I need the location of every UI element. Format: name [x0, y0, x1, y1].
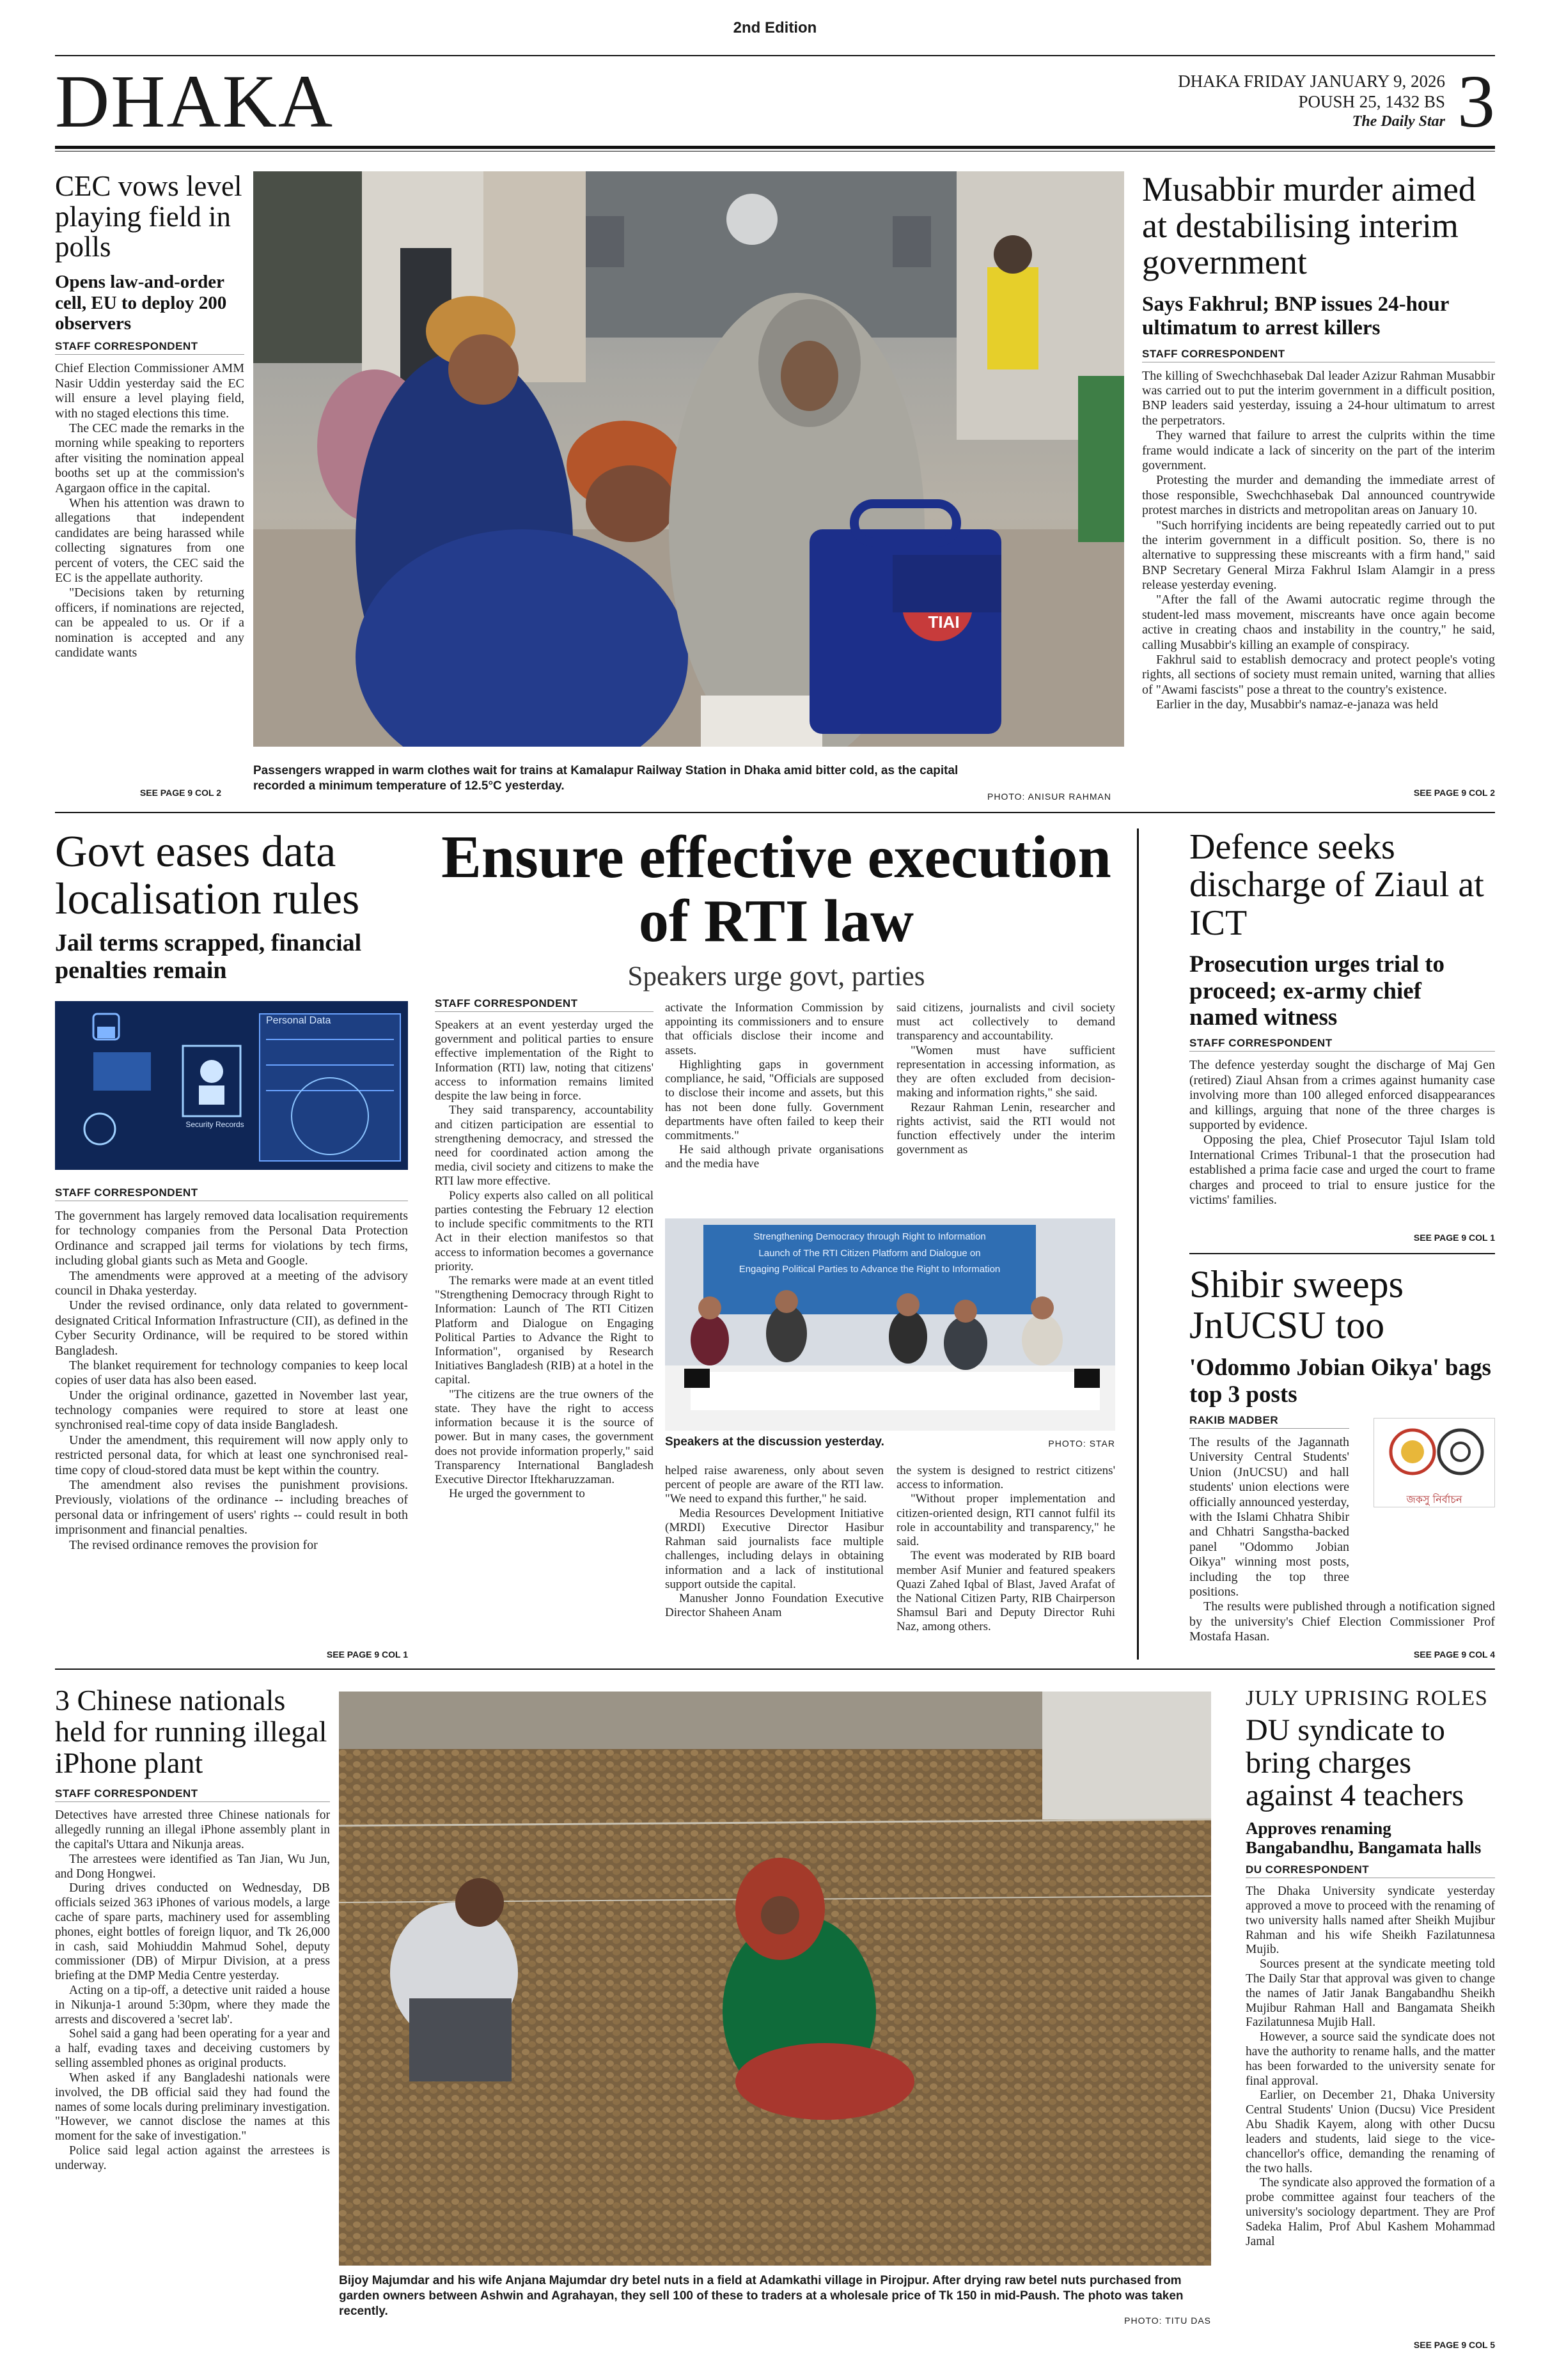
govt-para: Under the amendment, this requirement will now apply only to restricted personal data, for which at least one synchronised real-time copy of cloud-stored data must be kept within the country.	[55, 1433, 408, 1477]
rti-para: "Women must have sufficient representation in accessing information, as they are often excluded from decision-making and information rights," she said.	[896, 1043, 1115, 1100]
cec-para: Chief Election Commissioner AMM Nasir Uddin yesterday said the EC will ensure a level playing field, with no staged elections this time.	[55, 361, 244, 421]
govt-para: The amendment also revises the punishment provisions. Previously, violations of the ordinance -- including breaches of personal data or infringement of users' rights -- could result in both imprisonment and financial penalties.	[55, 1478, 408, 1537]
rti-photo-caption: Speakers at the discussion yesterday.	[665, 1435, 884, 1449]
shibir-byline: RAKIB MADBER	[1189, 1414, 1349, 1429]
govt-subhead: Jail terms scrapped, financial penalties remain	[55, 929, 362, 984]
masthead-bottom-rule	[55, 146, 1495, 149]
top-photo	[253, 171, 1124, 747]
govt-para: The revised ordinance removes the provision for	[69, 1537, 318, 1552]
paper-logo: The Daily Star	[1352, 113, 1445, 130]
image-personal-data-label: Personal Data	[266, 1015, 331, 1026]
top-photo-credit: PHOTO: ANISUR RAHMAN	[987, 791, 1111, 802]
rti-para: said citizens, journalists and civil society must act collectively to demand transparency and accountability.	[896, 1001, 1115, 1043]
govt-article	[55, 1186, 408, 1647]
cec-article	[55, 171, 244, 811]
top-photo-caption: Passengers wrapped in warm clothes wait for trains at Kamalapur Railway Station in Dhaka amid bitter cold, as the capital recorded a minimum temperature of 12.5°C yesterday.	[253, 764, 959, 793]
cec-para: When his attention was drawn to allegations that independent candidates are being harassed while collecting signatures from one percent of voters, the CEC said the EC is the appellate authority.	[55, 495, 244, 585]
govt-headline-block	[55, 828, 408, 995]
university-seal-icon	[1374, 1419, 1495, 1489]
govt-headline: Govt eases data localisation rules	[55, 828, 360, 924]
rti-headline: Ensure effective execution of RTI law	[441, 826, 1111, 954]
rti-para: the system is designed to restrict citizens' access to information.	[896, 1464, 1115, 1492]
defence-para: The defence yesterday sought the discharge of Maj Gen (retired) Ziaul Ahsan from a crimes against humanity case involving more than 100 alleged enforced disappearances and killings, arguing that none of the three charges is supported by evidence.	[1189, 1058, 1495, 1132]
rti-col-3-top	[896, 1001, 1115, 1212]
chinese-para: Police said legal action against the arrestees is underway.	[55, 2143, 330, 2172]
musabbir-see-page: SEE PAGE 9 COL 2	[1413, 788, 1495, 798]
bottom-photo-caption: Bijoy Majumdar and his wife Anjana Majumdar dry betel nuts in a field at Adamkathi village in Pirojpur. After drying raw betel nuts purchased from garden owners between Ashwin and Agrahayan, they sell 100 of these to traders at a wholesale price of Tk 150 in mid-Paush. The photo was taken recently.	[339, 2274, 1184, 2318]
musabbir-body	[1142, 369, 1495, 713]
shibir-subhead: 'Odommo Jobian Oikya' bags top 3 posts	[1189, 1355, 1491, 1408]
shibir-para: The results were published through a notification signed by the university's Chief Election Commissioner Prof Mostafa Hasan.	[1189, 1599, 1495, 1644]
musabbir-para: Protesting the murder and demanding the immediate arrest of those responsible, Swechchhasebak Dal announced countrywide protest marches in districts and metropolitan areas on January 10.	[1142, 473, 1495, 518]
image-security-label: Security Records	[185, 1120, 244, 1129]
shibir-headline: Shibir sweeps JnUCSU too	[1189, 1264, 1404, 1346]
bangla-date: POUSH 25, 1432 BS	[1298, 91, 1445, 111]
musabbir-byline: STAFF CORRESPONDENT	[1142, 348, 1495, 362]
cec-body	[55, 361, 244, 660]
chinese-body	[55, 1808, 330, 2173]
masthead-top-rule	[55, 55, 1495, 56]
rti-photo-credit: PHOTO: STAR	[1048, 1438, 1115, 1449]
musabbir-headline: Musabbir murder aimed at destabilising interim government	[1142, 171, 1476, 282]
section-title: DHAKA	[55, 64, 334, 143]
rti-para: He said although private organisations and the media have	[665, 1143, 884, 1171]
defence-byline: STAFF CORRESPONDENT	[1189, 1037, 1495, 1052]
betel-nut-drying-scene	[339, 1692, 1211, 2266]
rti-para: Media Resources Development Initiative (MRDI) Executive Director Hasibur Rahman said journalists face multiple challenges, including delays in obtaining information and a lack of institutional support outside the capital.	[665, 1506, 884, 1591]
rti-para: helped raise awareness, only about seven percent of people are aware of the RTI law. "We need to expand this further," he said.	[665, 1464, 884, 1506]
govt-para: The amendments were approved at a meeting of the advisory council in Dhaka yesterday.	[55, 1268, 408, 1298]
chinese-headline: 3 Chinese nationals held for running illegal iPhone plant	[55, 1685, 327, 1779]
chinese-para: Detectives have arrested three Chinese nationals for allegedly running an illegal iPhone assembly plant in the capital's Uttara and Nikunja areas.	[55, 1808, 330, 1851]
bottom-photo-credit: PHOTO: TITU DAS	[1124, 2315, 1211, 2326]
rti-col1-body	[435, 1018, 654, 1501]
chinese-para: During drives conducted on Wednesday, DB officials seized 363 iPhones of various models, a large cache of spare parts, machinery used for assembling phones, eight bottles of foreign liquor, and Tk 26,000 in cash, said Mohiuddin Mahmud Sohel, deputy commissioner (DB) of Mirpur Division, at a press briefing at the DMP Media Centre yesterday.	[55, 1881, 330, 1983]
defence-article	[1189, 828, 1495, 1250]
jnucsu-logo-text: জকসু নির্বাচন	[1406, 1493, 1462, 1505]
cec-byline: STAFF CORRESPONDENT	[55, 340, 244, 355]
musabbir-para: The killing of Swechchhasebak Dal leader Azizur Rahman Musabbir was carried out to put the interim government in a difficult position, BNP leaders said yesterday, issuing a 24-hour ultimatum to arrest the perpetrators.	[1142, 368, 1495, 428]
cec-see-page: SEE PAGE 9 COL 2	[139, 788, 221, 798]
du-para: The syndicate also approved the formation of a probe committee against four teachers of the university's sociology department. They are Prof Sadeka Halim, Prof Abul Kashem Mohammad Jamal	[1246, 2176, 1495, 2248]
bottom-photo	[339, 1692, 1211, 2266]
rti-para: The remarks were made at an event titled "Strengthening Democracy through Right to Information: Launch of The RTI Citizen Platform and Dialogue on Engaging Political Parties to Advance the Right to Information", organised by Research Initiatives Bangladesh (RIB) at a hotel in the capital.	[435, 1273, 654, 1387]
chinese-para: The arrestees were identified as Tan Jian, Wu Jun, and Dong Hongwei.	[55, 1852, 330, 1881]
du-subhead: Approves renaming Bangabandhu, Bangamata halls	[1246, 1818, 1482, 1857]
railway-station-scene	[253, 171, 1124, 747]
chinese-para: Acting on a tip-off, a detective unit raided a house in Nikunja-1 around 5:30pm, where they made the arrests and discovered a 'secret lab'.	[55, 1984, 330, 2026]
musabbir-para: Earlier in the day, Musabbir's namaz-e-janaza was held	[1156, 697, 1439, 712]
rti-para: The event was moderated by RIB board member Asif Munier and featured speakers Quazi Zahed Iqbal of Blast, Javed Arafat of the National Citizen Party, RIB Chairperson Shamsul Bari and Deputy Director Ruhi Naz, among others.	[896, 1549, 1115, 1634]
rti-para: They said transparency, accountability and citizen participation are essential to strengthening democracy, and stressed the need for coordinated action among the media, civil society and citizens to make the RTI law more effective.	[435, 1103, 654, 1188]
rti-para: Highlighting gaps in government compliance, he said, "Officials are supposed to disclose their income and assets, but this has not been done fully. Government departments have often failed to keep their commitments."	[665, 1057, 884, 1142]
cec-para: "Decisions taken by returning officers, if nominations are rejected, can be appealed to us. Or if a nomination is accepted and any candidate wants	[55, 586, 244, 660]
du-body	[1246, 1885, 1495, 2249]
section-divider	[55, 812, 1495, 813]
photo-banner-line: Strengthening Democracy through Right to Information	[753, 1231, 986, 1242]
photo-banner-line: Launch of The RTI Citizen Platform and Dialogue on	[758, 1247, 981, 1259]
defence-bottom-rule	[1189, 1253, 1495, 1254]
govt-para: The blanket requirement for technology companies to keep local copies of user data has also been eased.	[55, 1358, 408, 1388]
rti-byline: STAFF CORRESPONDENT	[435, 997, 654, 1012]
du-kicker: JULY UPRISING ROLES	[1246, 1686, 1488, 1710]
bag-logo-text: TIAI	[928, 612, 960, 632]
rti-col-1	[435, 997, 654, 1662]
cec-headline: CEC vows level playing field in polls	[55, 171, 242, 263]
govt-para: The government has largely removed data localisation requirements for technology companies from the Personal Data Protection Ordinance and scrapped jail terms for violations by tech firms, including global giants such as Meta and Google.	[55, 1209, 408, 1268]
rti-headline-block	[435, 826, 1118, 992]
masthead-bottom-rule-thin	[55, 151, 1495, 152]
du-para: The Dhaka University syndicate yesterday approved a move to proceed with the renaming of two university halls named after Sheikh Mujibur Rahman and his wife Sheikh Fazilatunnesa Mujib.	[1246, 1885, 1495, 1957]
govt-byline: STAFF CORRESPONDENT	[55, 1186, 408, 1201]
du-para: Sources present at the syndicate meeting told The Daily Star that approval was given to change the names of Jatir Janak Bangabandhu Sheikh Mujibur Rahman Hall and Bangamata Sheikh Fazilatunnesa Mujib Hall.	[1246, 1957, 1495, 2030]
date-text: DHAKA FRIDAY JANUARY 9, 2026	[1178, 72, 1445, 91]
data-protection-image	[55, 1001, 408, 1170]
rti-para: "Without proper implementation and citizen-oriented design, RTI cannot fulfil its role in accountability and transparency," he said.	[896, 1492, 1115, 1549]
du-see-page: SEE PAGE 9 COL 5	[1413, 2340, 1495, 2350]
govt-see-page: SEE PAGE 9 COL 1	[326, 1649, 408, 1660]
cec-para: The CEC made the remarks in the morning while speaking to reporters after visiting the nomination appeal booths set up at the commission's Agargaon office in the capital.	[55, 421, 244, 495]
du-para: Earlier, on December 21, Dhaka University Central Students' Union (Ducsu) Vice President Abu Shadik Kayem, along with other Ducsu leaders and students, laid siege to the vice-chancellor's office, demanding the renaming of the two halls.	[1246, 2088, 1495, 2175]
photo-banner-line: Engaging Political Parties to Advance the Right to Information	[739, 1264, 1001, 1275]
chinese-byline: STAFF CORRESPONDENT	[55, 1787, 330, 1802]
rti-subhead: Speakers urge govt, parties	[627, 961, 925, 992]
chinese-article	[55, 1685, 330, 2380]
musabbir-subhead: Says Fakhrul; BNP issues 24-hour ultimatum to arrest killers	[1142, 292, 1449, 339]
rti-para: "The citizens are the true owners of the state. They have the right to access information because it is the source of power. But in many cases, the government does not provide information properly," said Transparency International Bangladesh Executive Director Iftekharuzzaman.	[435, 1387, 654, 1486]
du-headline: DU syndicate to bring charges against 4 teachers	[1246, 1713, 1464, 1812]
musabbir-para: They warned that failure to arrest the culprits within the time frame would indicate a lack of sincerity on the part of the interim government.	[1142, 428, 1495, 472]
rti-para: Rezaur Rahman Lenin, researcher and rights activist, said the RTI would not function effectively under the interim government as	[896, 1100, 1115, 1157]
govt-body	[55, 1209, 408, 1553]
page-number: 3	[1457, 64, 1495, 143]
defence-see-page: SEE PAGE 9 COL 1	[1413, 1233, 1495, 1243]
du-article	[1246, 1686, 1495, 2338]
section-divider-2	[55, 1668, 1495, 1670]
govt-para: Under the original ordinance, gazetted in November last year, technology companies were required to store at least one synchronised real-time copy of data inside Bangladesh.	[55, 1388, 408, 1433]
defence-subhead: Prosecution urges trial to proceed; ex-army chief named witness	[1189, 951, 1445, 1031]
chinese-para: When asked if any Bangladeshi nationals were involved, the DB official said they had found the names of some locals during preliminary investigation. "However, we cannot disclose the names at this moment for the sake of investigation."	[55, 2071, 330, 2143]
rti-para: Speakers at an event yesterday urged the government and political parties to ensure effective implementation of the Right to Information (RTI) law, noting that citizens' access to information remains limited despite the law being in force.	[435, 1018, 654, 1103]
rti-discussion-photo	[665, 1218, 1115, 1431]
rti-col-2-top	[665, 1001, 884, 1212]
cec-subhead: Opens law-and-order cell, EU to deploy 200 observers	[55, 272, 227, 334]
rti-para: Policy experts also called on all political parties contesting the February 12 election to include specific commitments to the RTI Act in their election manifestos so that access to information becomes a governance priority.	[435, 1188, 654, 1273]
defence-para: Opposing the plea, Chief Prosecutor Tajul Islam told International Crimes Tribunal-1 that the prosecution had established a prima facie case and urged the court to frame charges and proceed to trial to ensure justice for the victims' families.	[1189, 1133, 1495, 1207]
shibir-see-page: SEE PAGE 9 COL 4	[1413, 1649, 1495, 1660]
chinese-para: Sohel said a gang had been operating for a year and a half, evading taxes and deceiving customers by selling assembled phones as original products.	[55, 2027, 330, 2071]
rti-col-2-bottom	[665, 1464, 884, 1656]
photo-banner	[710, 1229, 1029, 1312]
defence-body	[1189, 1058, 1495, 1208]
du-para: However, a source said the syndicate does not have the authority to rename halls, and the matter has been forwarded to the university senate for final approval.	[1246, 2030, 1495, 2088]
jnucsu-logo	[1374, 1418, 1495, 1507]
du-byline: DU CORRESPONDENT	[1246, 1863, 1495, 1878]
musabbir-para: Fakhrul said to establish democracy and protect people's voting rights, all sections of society must remain united, warning that allies of "Awami fascists" pose a threat to the country's existence.	[1142, 653, 1495, 697]
govt-para: Under the revised ordinance, only data related to government-designated Critical Information Infrastructure (CII), as defined in the Cyber Security Ordinance, will be required to be stored within Bangladesh.	[55, 1298, 408, 1358]
edition-label: 2nd Edition	[733, 19, 817, 36]
dateline	[1087, 72, 1445, 142]
defence-headline: Defence seeks discharge of Ziaul at ICT	[1189, 828, 1484, 943]
column-divider	[1137, 828, 1139, 1660]
rti-para: activate the Information Commission by appointing its commissioners and to ensure that officials disclose their income and assets.	[665, 1001, 884, 1057]
shibir-para: The results of the Jagannath University Central Students' Union (JnUCSU) and hall students' union elections were officially announced yesterday, with the Islami Chhatra Shibir and Chhatri Sangstha-backed panel "Odommo Jobian Oikya" winning most posts, including the top three positions.	[1189, 1435, 1349, 1599]
rti-para: He urged the government to	[449, 1487, 585, 1501]
musabbir-article	[1142, 171, 1495, 804]
rti-para: Manusher Jonno Foundation Executive Director Shaheen Anam	[665, 1591, 884, 1620]
musabbir-para: "After the fall of the Awami autocratic regime through the student-led mass movement, miscreants have once again become active in creating chaos and instability in the country," he said, calling Musabbir's killing an example of conspiracy.	[1142, 593, 1495, 652]
musabbir-para: "Such horrifying incidents are being repeatedly carried out to put the interim government in a difficult position. So, there is no alternative to suppressing these miscreants with a firm hand," said BNP Secretary General Mirza Fakhrul Islam Alamgir in a press release yesterday evening.	[1142, 518, 1495, 593]
rti-col-3-bottom	[896, 1464, 1115, 1656]
